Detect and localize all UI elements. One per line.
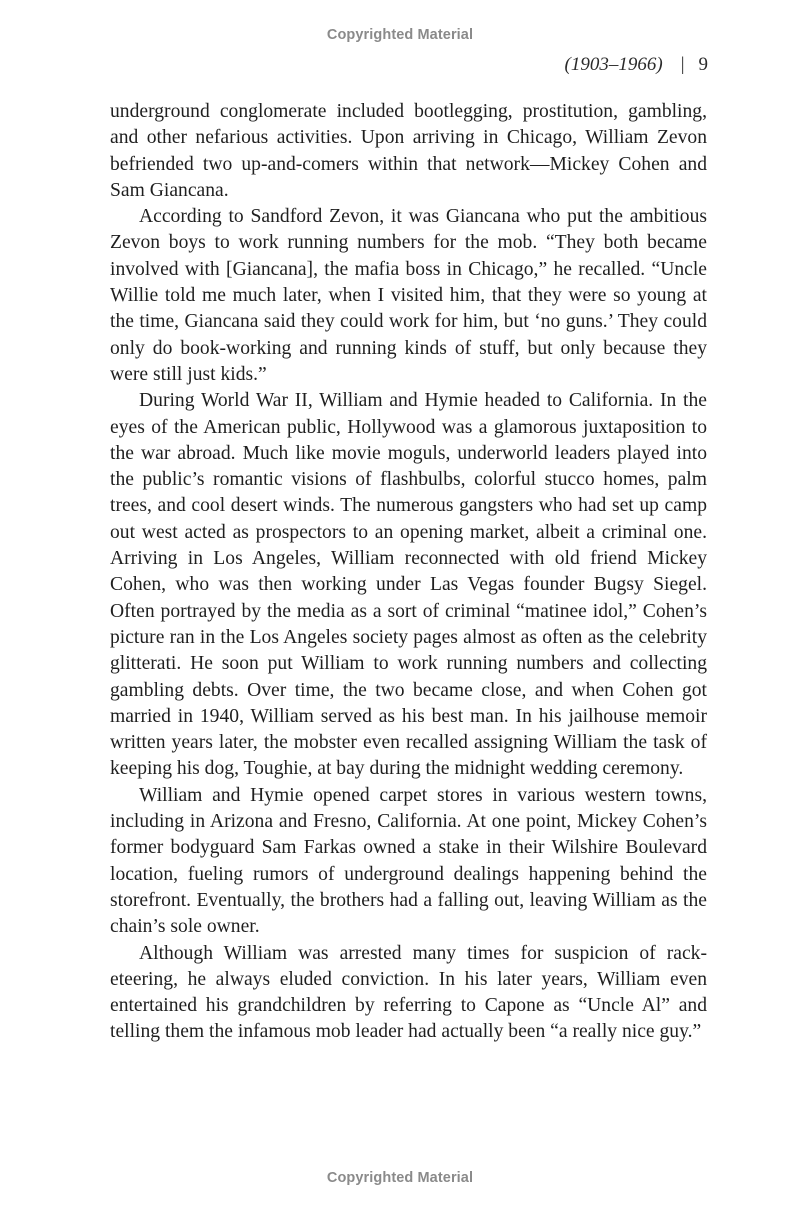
running-head-title: (1903–1966) [564,54,663,75]
copyright-watermark-top: Copyrighted Material [326,27,474,43]
page-number: 9 [698,54,708,75]
running-head [565,54,708,76]
paragraph: Although William was arrested many times for suspicion of racketeering, he always eluded conviction. In his later years, William even entertained his grandchildren by referring to Capone as “Uncle Al” and telling them the infamous mob leader had actually been “a really nice guy.” [110,942,707,1043]
paragraph: William and Hymie opened carpet stores in various western towns, including in Arizona and Fresno, California. At one point, Mickey Cohen’s former bodyguard Sam Farkas owned a stake in their Wilshire Boulevard location, fueling rumors of underground dealings happening behind the storefront. Eventually, the brothers had a falling out, leaving William as the chain’s sole owner. [110,784,707,938]
copyright-watermark-bottom: Copyrighted Material [326,1170,474,1186]
paragraph: According to Sandford Zevon, it was Giancana who put the ambitious Zevon boys to work running numbers for the mob. “They both became involved with [Giancana], the mafia boss in Chicago,” he recalled. “Uncle Willie told me much later, when I visited him, that they were so young at the time, Giancana said they could work for him, but ‘no guns.’ They could only do book-working and running kinds of stuff, but only because they were still just kids.” [110,206,707,385]
paragraph-continued: underground conglomerate included bootlegging, prostitution, gambling, and other nefarious activities. Upon arriving in Chicago, William Zevon befriended two up-and-comers within that network—Mickey Cohen and Sam Giancana. [110,101,707,201]
paragraph: During World War II, William and Hymie headed to California. In the eyes of the American public, Hollywood was a glamorous juxtaposition to the war abroad. Much like movie moguls, underworld leaders played into the public’s romantic visions of flashbulbs, colorful stucco homes, palm trees, and cool desert winds. The numerous gangsters who had set up camp out west acted as prospectors to an opening market, albeit a criminal one. Arriving in Los Angeles, William reconnected with old friend Mickey Cohen, who was then working under Las Vegas founder Bugsy Siegel. Often portrayed by the media as a sort of criminal “matinee idol,” Cohen’s picture ran in the Los Angeles society pages almost as often as the celebrity glitterati. He soon put William to work running numbers and collecting gambling debts. Over time, the two became close, and when Cohen got married in 1940, William served as his best man. In his jailhouse memoir written years later, the mobster even recalled assigning William the task of keeping his dog, Toughie, at bay during the midnight wedding ceremony. [110,390,707,780]
running-head-separator: | [680,54,685,75]
body-text [110,99,707,1046]
